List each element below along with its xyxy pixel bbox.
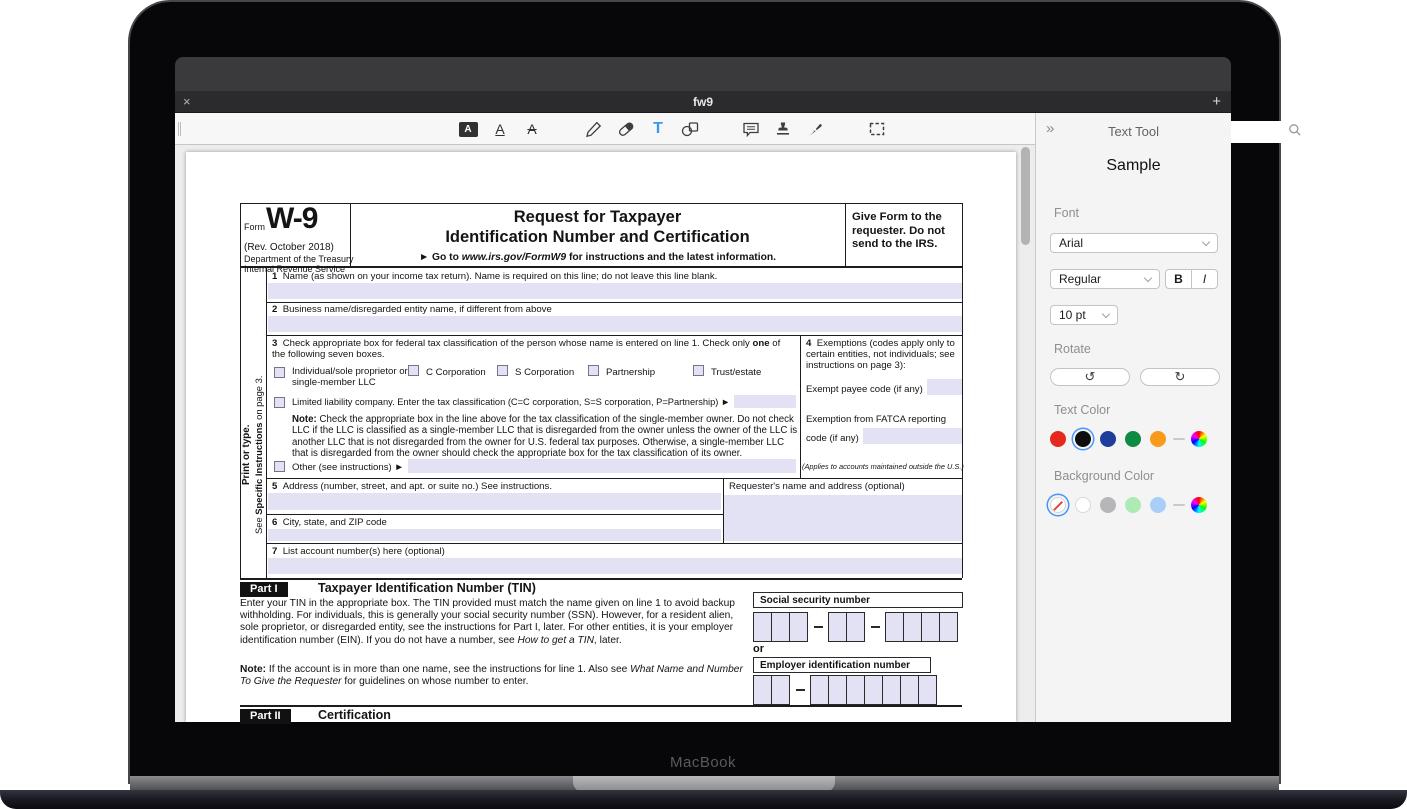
form-border-line [962,203,963,578]
background-color-section-label: Background Color [1054,469,1155,483]
font-family-select[interactable] [1050,233,1218,253]
font-style-select[interactable] [1050,269,1160,289]
swatch-divider [1173,504,1185,506]
select-tool-icon[interactable] [865,118,889,140]
give-form-note: Give Form to the requester. Do not send to the IRS. [852,211,945,250]
other-checkbox[interactable] [274,461,285,472]
partnership-label: Partnership [606,367,656,378]
part2-title: Certification [318,708,391,722]
llc-label: Limited liability company. Enter the tax classification (C=C corporation, S=S corporation, P=Partnership) ► [292,397,731,407]
c-corporation-label: C Corporation [426,367,486,378]
text-tool-panel [1035,113,1231,722]
rotate-section-label: Rotate [1054,342,1091,356]
bold-italic-group [1165,269,1218,289]
applies-note: (Applies to accounts maintained outside the U.S.) [802,462,964,471]
tin-digit-cell[interactable] [939,612,958,642]
form-border-line [266,302,962,303]
form-border-line [845,203,846,268]
trust-estate-label: Trust/estate [711,367,762,378]
llc-checkbox[interactable] [274,397,285,408]
ein-label-box: Employer identification number [753,657,931,673]
tin-digit-cell[interactable] [771,612,790,642]
text-color-orange-swatch[interactable] [1150,431,1166,447]
other-label: Other (see instructions) ► [292,462,404,473]
background-blue-swatch[interactable] [1150,497,1166,513]
collapse-panel-icon[interactable]: » [1046,120,1055,137]
form-title-line2: Identification Number and Certification [445,228,750,246]
background-custom-swatch[interactable] [1191,497,1207,513]
tin-digit-cell[interactable] [789,612,808,642]
ssn-label-box: Social security number [753,592,963,608]
irs-url: www.irs.gov/FormW9 [461,252,567,263]
eraser-tool-icon[interactable] [614,118,638,140]
close-tab-icon[interactable]: × [183,94,191,109]
city-state-zip-field[interactable] [268,529,721,541]
tin-digit-cell[interactable] [921,612,940,642]
text-color-green-swatch[interactable] [1125,431,1141,447]
text-color-custom-swatch[interactable] [1191,431,1207,447]
line3-label: 3 Check appropriate box for federal tax classification of the person whose name is entered on line 1. Check only one of the following seven boxes. [272,338,781,360]
see-instructions-text: See Specific Instructions on page 3. [253,375,264,535]
stamp-tool-icon[interactable] [771,118,795,140]
chevron-down-icon [1202,237,1210,245]
print-or-type-text: Print or type. [241,424,252,486]
tin-dash [796,689,805,691]
line1-label: 1 Name (as shown on your income tax return). Name is required on this line; do not leave this line blank. [272,271,718,282]
requester-label: Requester's name and address (optional) [729,481,905,492]
comment-tool-icon[interactable] [739,118,763,140]
part2-box: Part II [240,709,291,724]
tin-digit-cell[interactable] [918,675,937,705]
individual-checkbox-label: Individual/sole proprietor or single-member LLC [292,366,408,388]
or-label: or [753,643,764,655]
background-none-swatch[interactable] [1050,497,1066,513]
tin-digit-cell[interactable] [846,675,865,705]
llc-row [292,395,796,408]
fatca-code-field[interactable] [863,428,962,444]
strikethrough-tool-icon[interactable]: A [527,121,537,137]
form-border-line [800,335,801,478]
tin-dash [871,626,880,628]
tin-digit-cell[interactable] [771,675,790,705]
part1-box: Part I [240,582,288,597]
highlight-tool-icon[interactable]: A [456,118,480,140]
individual-checkbox[interactable] [274,367,285,378]
exempt-payee-field[interactable] [927,379,962,395]
fatca-label-line2: code (if any) [806,433,859,444]
text-color-swatches [1050,429,1216,449]
form-border-line [240,578,962,580]
rotate-right-button[interactable] [1140,368,1220,386]
text-color-black-swatch[interactable] [1075,431,1091,447]
form-goto-line: ► Go to www.irs.gov/FormW9 for instructions and the latest information. [418,252,777,263]
vertical-scrollbar-thumb[interactable] [1021,147,1030,245]
chevron-down-icon [1102,309,1110,317]
line4-label: 4 Exemptions (codes apply only to certain entities, not individuals; see instructions on page 3): [806,338,955,371]
form-border-line [266,543,962,544]
exempt-payee-label: Exempt payee code (if any) [806,384,923,395]
tin-dash [814,626,823,628]
tin-digit-cell[interactable] [753,612,772,642]
form-border-line [266,478,962,479]
toolbar-drag-handle[interactable] [178,122,181,136]
part1-paragraph: Enter your TIN in the appropriate box. The TIN provided must match the name given on line 1 to avoid backup withholding. For individuals, this is generally your social security number (SSN). However, for a resident alien, sole proprietor, or disregarded entity, see the instructions for Part I, later. For other entities, it is your employer identification number (EIN). If you do not have a number, see How to get a TIN, later. [240,598,735,646]
font-section-label: Font [1054,206,1080,220]
form-revision: (Rev. October 2018) [244,242,334,253]
rotate-left-button[interactable] [1050,368,1130,386]
swatch-divider [1173,438,1185,440]
tin-digit-cell[interactable] [810,675,829,705]
print-or-type-vertical-label [241,340,267,570]
rotate-ccw-icon: ↺ [1084,369,1096,384]
underline-tool-icon[interactable]: A [495,121,505,137]
tin-digit-cell[interactable] [753,675,772,705]
font-family-value: Arial [1059,236,1084,250]
signature-tool-icon[interactable] [803,118,827,140]
ein-digit-cells [753,675,937,705]
form-border-line [266,514,723,515]
panel-title: Text Tool [1107,124,1160,139]
tin-digit-cell[interactable] [828,612,847,642]
requester-field[interactable] [724,495,962,541]
background-white-swatch[interactable] [1075,497,1091,513]
background-green-swatch[interactable] [1125,497,1141,513]
form-agency: Internal Revenue Service [244,264,346,274]
form-dept: Department of the Treasury [244,254,354,264]
tin-digit-cell[interactable] [885,612,904,642]
pen-tool-icon[interactable] [582,118,606,140]
macbook-brand-label: MacBook [669,754,737,771]
text-style-preview: Sample [1106,157,1161,174]
rotate-cw-icon: ↻ [1174,369,1186,384]
exempt-payee-row [806,379,962,395]
name-field[interactable] [268,283,962,299]
form-word: Form [244,222,265,232]
part1-title: Taxpayer Identification Number (TIN) [318,581,536,595]
italic-button[interactable]: I [1191,270,1217,288]
tin-digit-cell[interactable] [903,612,922,642]
ssn-digit-cells [753,612,958,642]
search-icon [1288,123,1302,142]
macbook-base [0,790,1407,809]
llc-classification-field[interactable] [734,395,796,408]
account-numbers-field[interactable] [268,558,962,574]
line2-label: 2 Business name/disregarded entity name, if different from above [272,304,552,315]
partnership-checkbox[interactable] [588,365,599,376]
address-field[interactable] [268,493,721,510]
tab-title[interactable]: fw9 [692,95,713,109]
trust-estate-checkbox[interactable] [693,365,704,376]
tin-digit-cell[interactable] [864,675,883,705]
part1-note: Note: If the account is in more than one name, see the instructions for line 1. Also see What Name and Number To Give the Requester for guidelines on whose number to enter. [240,664,743,688]
form-border-line [266,335,962,336]
pdf-canvas [175,145,1035,722]
background-color-swatches [1050,495,1216,515]
shape-tool-icon[interactable] [678,118,702,140]
line5-label: 5 Address (number, street, and apt. or suite no.) See instructions. [272,481,552,492]
tin-digit-cell[interactable] [882,675,901,705]
fatca-row [806,428,962,444]
tin-digit-cell[interactable] [828,675,847,705]
fatca-label-line1: Exemption from FATCA reporting [806,414,947,425]
line6-label: 6 City, state, and ZIP code [272,517,387,528]
background-gray-swatch[interactable] [1100,497,1116,513]
c-corporation-checkbox[interactable] [408,365,419,376]
form-border-line [240,705,962,707]
text-tool-icon[interactable]: T [653,120,663,137]
text-color-red-swatch[interactable] [1050,431,1066,447]
tin-digit-cell[interactable] [900,675,919,705]
form-number: W-9 [266,202,318,235]
line7-label: 7 List account number(s) here (optional) [272,546,445,557]
form-title-line1: Request for Taxpayer [513,208,682,226]
w9-form-page [186,152,1016,722]
font-style-value: Regular [1059,272,1102,286]
bold-button[interactable]: B [1174,272,1183,286]
window-titlebar [175,57,1231,91]
text-color-blue-swatch[interactable] [1100,431,1116,447]
form-border-line [240,203,963,204]
other-row [292,459,796,473]
text-color-section-label: Text Color [1054,403,1111,417]
add-tab-icon[interactable]: + [1212,93,1221,110]
other-field[interactable] [408,459,796,473]
document-tabbar [175,91,1231,113]
llc-note: Note: Check the appropriate box in the line above for the tax classification of the single-member owner. Do not check LLC if the LLC is classified as a single-member LLC that is disregarded from the owner unless the owner of the LLC is another LLC that is not disregarded from the owner for U.S. federal tax purposes. Otherwise, a single-member LLC that is disregarded from the owner should check the appropriate box for the tax classification of its owner. [292,414,798,459]
s-corporation-label: S Corporation [515,367,575,378]
chevron-down-icon [1144,273,1152,281]
s-corporation-checkbox[interactable] [497,365,508,376]
tin-digit-cell[interactable] [846,612,865,642]
form-border-line [240,266,963,268]
font-size-value: 10 pt [1059,308,1086,322]
font-size-select[interactable] [1050,305,1118,325]
business-name-field[interactable] [268,316,962,332]
